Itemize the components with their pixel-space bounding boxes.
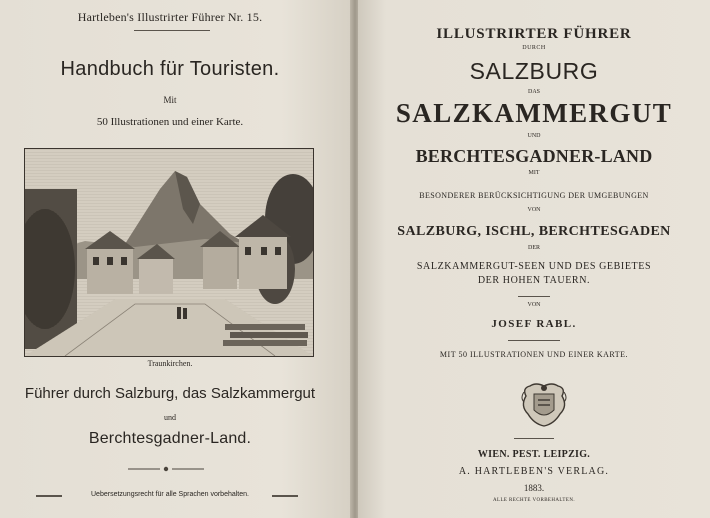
series-title: Hartleben's Illustrirter Führer Nr. 15. — [77, 10, 263, 24]
right-page — [358, 0, 710, 518]
title-line-1: ILLUSTRIRTER FÜHRER — [436, 26, 632, 42]
und-label: UND — [527, 133, 541, 139]
illustrations-note: 50 Illustrationen und einer Karte. — [96, 116, 244, 128]
region-title: Berchtesgadner-Land. — [88, 430, 252, 447]
publisher-line: A. HARTLEBEN'S VERLAG. — [458, 466, 610, 477]
divider — [508, 340, 560, 341]
cities-line: WIEN. PEST. LEIPZIG. — [477, 449, 591, 460]
rights-rule-right — [272, 495, 298, 497]
publisher-crest-icon — [518, 378, 570, 430]
besonderer-line: BESONDERER BERÜCKSICHTIGUNG DER UMGEBUNGEN — [419, 191, 649, 200]
und-label: und — [164, 413, 176, 422]
das-label: DAS — [527, 89, 540, 95]
berchtesgadner-title: BERCHTESGADNER-LAND — [415, 146, 653, 166]
von-label: VON — [527, 207, 541, 213]
guide-line: Führer durch Salzburg, das Salzkammergut — [24, 385, 316, 402]
illustrations-note: MIT 50 ILLUSTRATIONEN UND EINER KARTE. — [439, 350, 629, 359]
salzkammergut-title: SALZKAMMERGUT — [395, 98, 673, 128]
divider — [514, 438, 554, 439]
traunkirchen-engraving — [24, 148, 314, 357]
rights-reserved: ALLE RECHTE VORBEHALTEN. — [493, 498, 575, 503]
mit-label: Mit — [163, 95, 177, 105]
ornament-divider-icon — [128, 466, 204, 472]
image-caption: Traunkirchen. — [147, 359, 193, 368]
translation-rights: Uebersetzungsrecht für alle Sprachen vorbehalten. — [91, 491, 249, 498]
year-line: 1883. — [523, 483, 545, 493]
seen-line: SALZKAMMERGUT-SEEN UND DES GEBIETES — [416, 261, 652, 272]
durch-label: DURCH — [522, 45, 546, 51]
places-line: SALZBURG, ISCHL, BERCHTESGADEN — [397, 224, 671, 239]
divider — [518, 296, 550, 297]
tauern-line: DER HOHEN TAUERN. — [477, 275, 591, 286]
von-label: VON — [527, 302, 541, 308]
der-label: DER — [528, 245, 540, 251]
mit-label: MIT — [528, 170, 540, 176]
author-name: JOSEF RABL. — [491, 318, 577, 330]
handbook-title: Handbuch für Touristen. — [60, 58, 280, 80]
salzburg-title: SALZBURG — [469, 58, 599, 84]
village-mountain-engraving-icon — [25, 149, 313, 356]
left-page — [0, 0, 352, 518]
divider — [134, 30, 210, 31]
